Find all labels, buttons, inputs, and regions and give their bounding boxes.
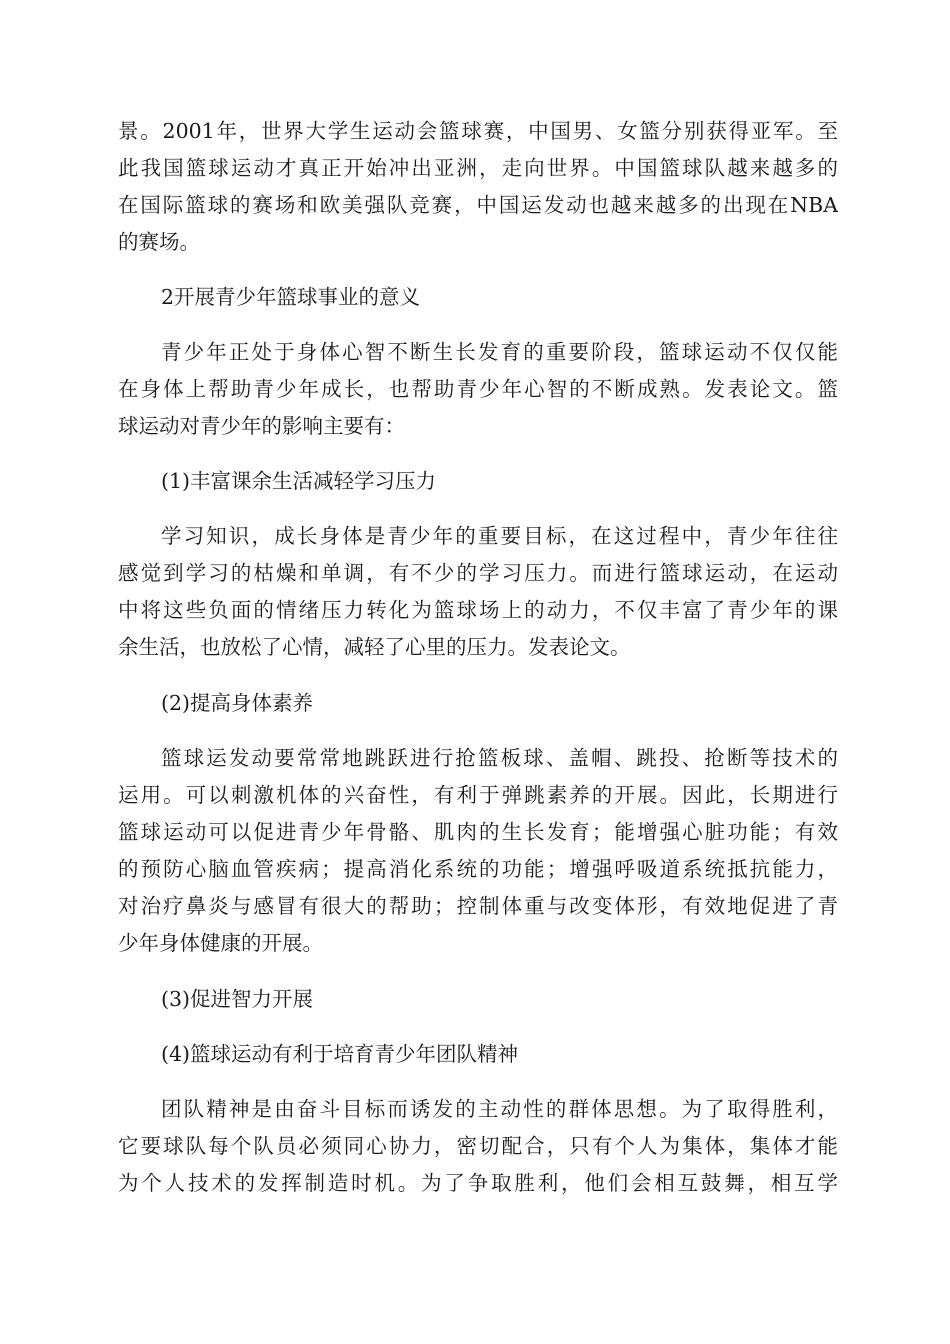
paragraph-line: 在身体上帮助青少年成长，也帮助青少年心智的不断成熟。发表论文。篮 — [118, 377, 838, 401]
paragraph-line: 团队精神是由奋斗目标而诱发的主动性的群体思想。为了取得胜利， — [161, 1097, 838, 1121]
paragraph-line: 在国际篮球的赛场和欧美强队竞赛，中国运发动也越来越多的出现在NBA — [118, 193, 838, 217]
subsection-heading: (4)篮球运动有利于培育青少年团队精神 — [161, 1042, 519, 1066]
paragraph-line: 少年身体健康的开展。 — [118, 931, 323, 955]
paragraph-line: 青少年正处于身体心智不断生长发育的重要阶段，篮球运动不仅仅能 — [161, 340, 838, 364]
paragraph-line: 的预防心脑血管疾病；提高消化系统的功能；增强呼吸道系统抵抗能力， — [118, 857, 838, 881]
paragraph-line: 感觉到学习的枯燥和单调，有不少的学习压力。而进行篮球运动，在运动 — [118, 561, 838, 585]
paragraph-line: 球运动对青少年的影响主要有： — [118, 414, 405, 438]
paragraph-line: 它要球队每个队员必须同心协力，密切配合，只有个人为集体，集体才能 — [118, 1134, 838, 1158]
paragraph-line: 运用。可以刺激机体的兴奋性，有利于弹跳素养的开展。因此，长期进行 — [118, 783, 838, 807]
subsection-heading: (2)提高身体素养 — [161, 691, 314, 715]
paragraph-line: 为个人技术的发挥制造时机。为了争取胜利，他们会相互鼓舞，相互学 — [118, 1171, 838, 1195]
paragraph-line: 景。2001年，世界大学生运动会篮球赛，中国男、女篮分别获得亚军。至 — [118, 119, 838, 143]
paragraph-line: 对治疗鼻炎与感冒有很大的帮助；控制体重与改变体形，有效地促进了青 — [118, 894, 838, 918]
paragraph-line: 此我国篮球运动才真正开始冲出亚洲，走向世界。中国篮球队越来越多的 — [118, 156, 838, 180]
paragraph-line: 余生活，也放松了心情，减轻了心里的压力。发表论文。 — [118, 635, 631, 659]
paragraph-line: 中将这些负面的情绪压力转化为篮球场上的动力，不仅丰富了青少年的课 — [118, 598, 838, 622]
subsection-heading: (1)丰富课余生活减轻学习压力 — [161, 469, 437, 493]
paragraph-line: 篮球运动可以促进青少年骨骼、肌肉的生长发育；能增强心脏功能；有效 — [118, 820, 838, 844]
paragraph-line: 的赛场。 — [118, 230, 200, 254]
subsection-heading: (3)促进智力开展 — [161, 987, 314, 1011]
paragraph-line: 篮球运发动要常常地跳跃进行抢篮板球、盖帽、跳投、抢断等技术的 — [161, 746, 838, 770]
paragraph-line: 学习知识，成长身体是青少年的重要目标，在这过程中，青少年往往 — [161, 524, 838, 548]
section-heading: 2开展青少年篮球事业的意义 — [161, 285, 421, 309]
